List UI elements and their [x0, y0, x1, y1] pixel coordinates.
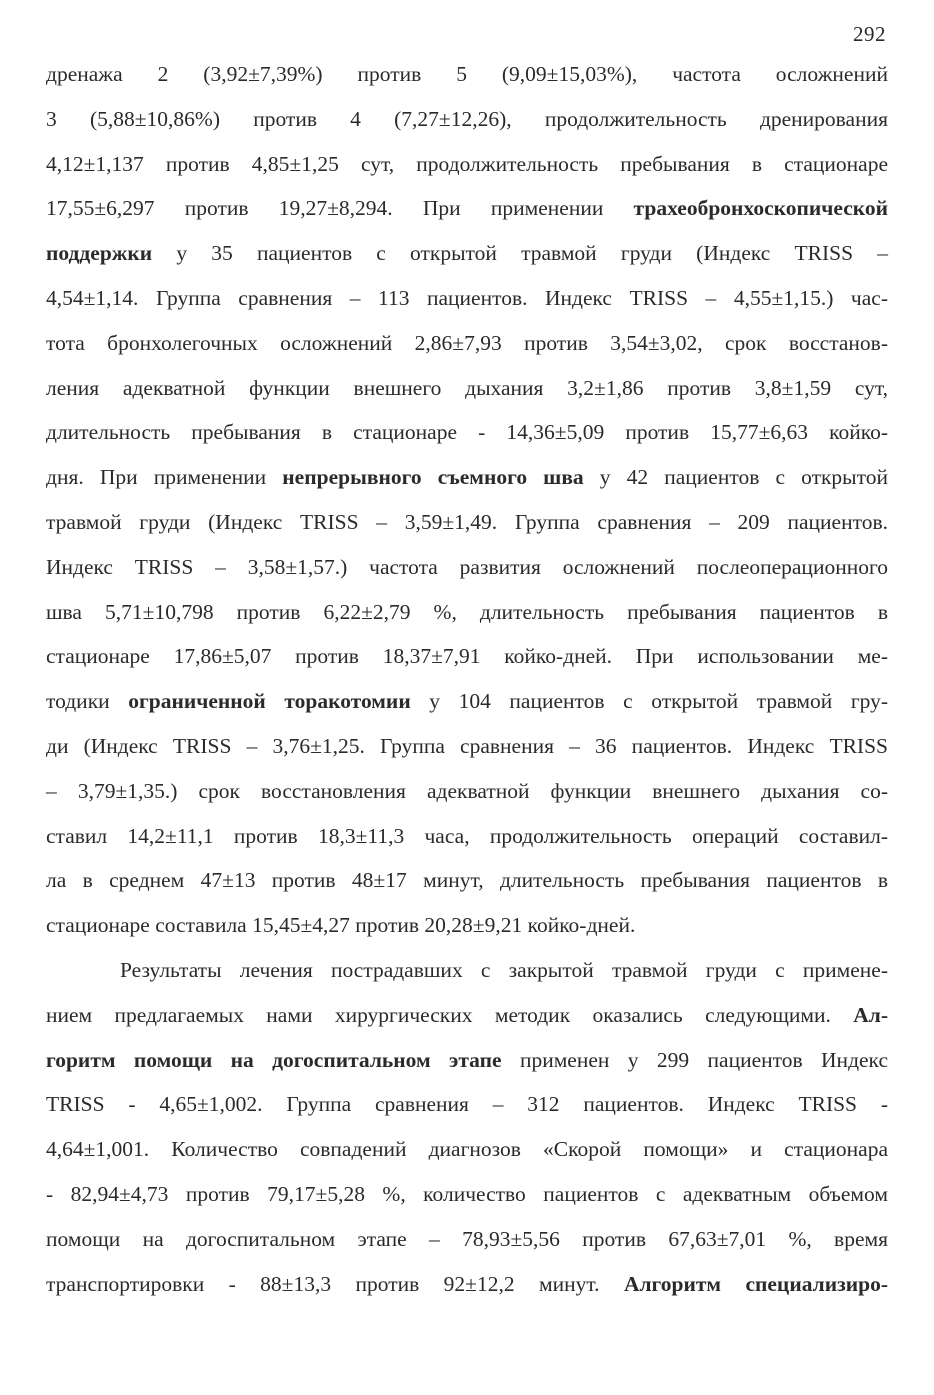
text-line	[46, 993, 888, 1038]
text-line	[46, 634, 888, 679]
text-line	[46, 590, 888, 635]
text-line	[46, 321, 888, 366]
text-line	[46, 142, 888, 187]
text-run: применен у 299 пациентов Индекс	[501, 1047, 889, 1072]
text-line	[46, 97, 888, 142]
text-line	[46, 948, 888, 993]
text-run: тота бронхолегочных осложнений 2,86±7,93 против 3,54±3,02, срок восстанов-	[46, 330, 888, 355]
text-run: ления адекватной функции внешнего дыхания 3,2±1,86 против 3,8±1,59 сут,	[46, 375, 888, 400]
text-run: 4,54±1,14. Группа сравнения – 113 пациентов. Индекс TRISS – 4,55±1,15.) час-	[46, 285, 888, 310]
bold-term: трахеобронхоскопической	[633, 196, 888, 221]
text-line	[46, 186, 888, 231]
text-line	[46, 52, 888, 97]
text-line	[46, 903, 888, 948]
text-line	[46, 1038, 888, 1083]
text-run: длительность пребывания в стационаре - 14,36±5,09 против 15,77±6,63 койко-	[46, 420, 888, 445]
text-run: ставил 14,2±11,1 против 18,3±11,3 часа, продолжительность операций составил-	[46, 823, 888, 848]
text-run: дренажа 2 (3,92±7,39%) против 5 (9,09±15,03%), частота осложнений	[46, 62, 888, 86]
text-line	[46, 1127, 888, 1172]
text-line	[46, 1172, 888, 1217]
bold-term: горитм помощи на догоспитальном этапе	[46, 1047, 502, 1072]
text-line	[46, 276, 888, 321]
text-line	[46, 410, 888, 455]
text-run: травмой груди (Индекс TRISS – 3,59±1,49. Группа сравнения – 209 пациентов.	[46, 509, 888, 534]
text-run: 3 (5,88±10,86%) против 4 (7,27±12,26), продолжительность дренирования	[46, 106, 888, 131]
text-run: - 82,94±4,73 против 79,17±5,28 %, количество пациентов с адекватным объемом	[46, 1181, 888, 1206]
bold-term: поддержки	[46, 241, 153, 266]
text-run: Результаты лечения пострадавших с закрытой травмой груди с примене-	[120, 958, 888, 982]
text-line	[46, 769, 888, 814]
text-line	[46, 814, 888, 859]
text-line	[46, 1262, 888, 1307]
bold-term: Алгоритм специализиро-	[623, 1271, 888, 1296]
text-line	[46, 1082, 888, 1127]
text-run: помощи на догоспитальном этапе – 78,93±5,56 против 67,63±7,01 %, время	[46, 1226, 888, 1251]
text-line	[46, 724, 888, 769]
text-line	[46, 679, 888, 724]
paragraph-treatment-results-closed-trauma	[46, 948, 888, 1306]
text-line	[46, 858, 888, 903]
text-run: стационаре составила 15,45±4,27 против 20,28±9,21 койко-дней.	[46, 913, 636, 938]
paragraph-treatment-results-open-trauma	[46, 52, 888, 948]
text-run: стационаре 17,86±5,07 против 18,37±7,91 койко-дней. При использовании ме-	[46, 644, 888, 669]
text-run: TRISS - 4,65±1,002. Группа сравнения – 312 пациентов. Индекс TRISS -	[46, 1092, 888, 1117]
text-line	[46, 366, 888, 411]
bold-term: ограниченной торакотомии	[128, 689, 411, 714]
text-line	[46, 545, 888, 590]
text-run: у 42 пациентов с открытой	[583, 465, 888, 490]
text-run: у 35 пациентов с открытой травмой груди (Индекс TRISS –	[152, 241, 888, 266]
bold-term: Ал-	[853, 1002, 888, 1027]
text-run: 17,55±6,297 против 19,27±8,294. При применении	[46, 196, 634, 221]
text-run: нием предлагаемых нами хирургических методик оказались следующими.	[46, 1002, 854, 1027]
text-run: 4,12±1,137 против 4,85±1,25 сут, продолжительность пребывания в стационаре	[46, 151, 888, 176]
page-number: 292	[853, 22, 886, 46]
text-run: 4,64±1,001. Количество совпадений диагнозов «Скорой помощи» и стационара	[46, 1137, 888, 1162]
text-run: шва 5,71±10,798 против 6,22±2,79 %, длительность пребывания пациентов в	[46, 599, 888, 624]
text-line	[46, 1217, 888, 1262]
text-run: ди (Индекс TRISS – 3,76±1,25. Группа сравнения – 36 пациентов. Индекс TRISS	[46, 733, 888, 758]
bold-term: непрерывного съемного шва	[282, 465, 584, 490]
text-line	[46, 231, 888, 276]
text-run: Индекс TRISS – 3,58±1,57.) частота развития осложнений послеоперационного	[46, 554, 888, 579]
text-run: транспортировки - 88±13,3 против 92±12,2 минут.	[46, 1271, 624, 1296]
text-line	[46, 455, 888, 500]
text-line	[46, 500, 888, 545]
text-run: ла в среднем 47±13 против 48±17 минут, длительность пребывания пациентов в	[46, 868, 888, 893]
text-run: у 104 пациентов с открытой травмой гру-	[410, 689, 889, 714]
text-run: – 3,79±1,35.) срок восстановления адекватной функции внешнего дыхания со-	[46, 778, 888, 803]
text-run: тодики	[46, 689, 129, 714]
text-run: дня. При применении	[46, 465, 283, 490]
